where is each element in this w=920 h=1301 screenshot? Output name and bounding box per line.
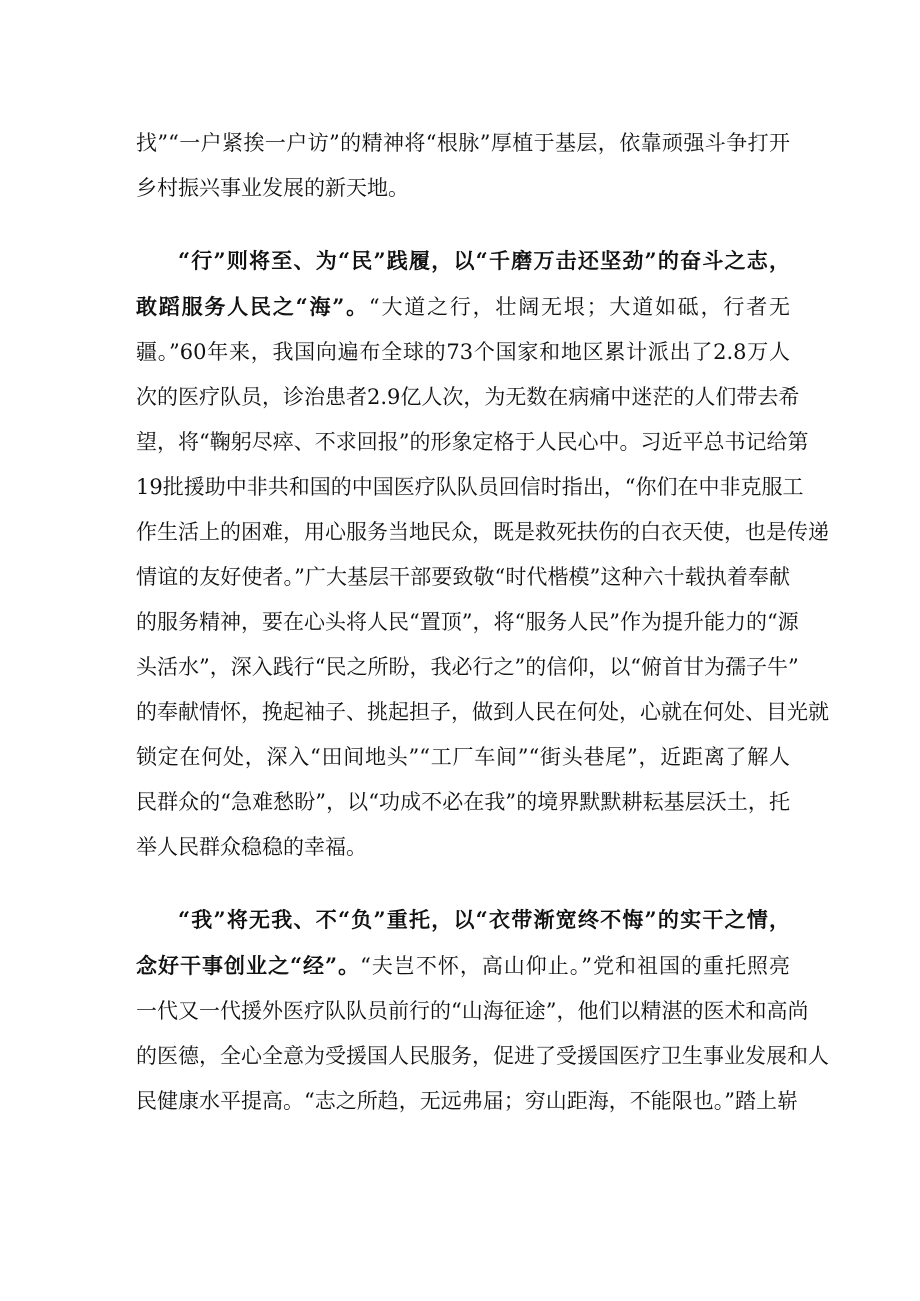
paragraph-2-line-2 — [136, 287, 790, 327]
paragraph-1-line-2: 乡村振兴事业发展的新天地。 — [136, 176, 409, 200]
paragraph-3-line-2-text: “夫岂不怀，高山仰止。”党和祖国的重托照亮 — [360, 954, 790, 978]
paragraph-1-line-1: 找”“一户紧挨一户访”的精神将“根脉”厚植于基层，依靠顽强斗争打开 — [136, 131, 790, 155]
paragraph-3-line-2 — [136, 946, 790, 986]
paragraph-2-line-2-text: “大道之行，壮阔无垠；大道如砥，行者无 — [368, 295, 790, 319]
paragraph-3-line-4: 的医德，全心全意为受援国人民服务，促进了受援国医疗卫生事业发展和人 — [136, 1044, 829, 1068]
paragraph-2-line-13: 民群众的“急难愁盼”，以“功成不必在我”的境界默默耕耘基层沃土，托 — [136, 790, 790, 814]
paragraph-3-heading-line-1: “我”将无我、不“负”重托，以“衣带渐宽终不悔”的实干之情， — [178, 907, 790, 932]
paragraph-2-heading-line-1: “行”则将至、为“民”践履，以“千磨万击还坚劲”的奋斗之志， — [178, 248, 790, 273]
paragraph-2-line-9: 的服务精神，要在心头将人民“置顶”，将“服务人民”作为提升能力的“源 — [136, 610, 799, 634]
paragraph-3-heading-end: 念好干事创业之“经”。 — [136, 953, 361, 978]
paragraph-2-line-3: 疆。”60年来，我国向遍布全球的73个国家和地区累计派出了2.8万人 — [136, 340, 790, 364]
paragraph-2-line-11: 的奉献情怀，挽起袖子、挑起担子，做到人民在何处，心就在何处、目光就 — [136, 700, 829, 724]
paragraph-2-line-10: 头活水”，深入践行“民之所盼，我必行之”的信仰，以“俯首甘为孺子牛” — [136, 655, 799, 679]
paragraph-2-line-6: 19批援助中非共和国的中国医疗队队员回信时指出，“你们在中非克服工 — [136, 475, 804, 499]
paragraph-2-heading-end: 敢蹈服务人民之“海”。 — [136, 294, 369, 319]
paragraph-3-line-3: 一代又一代援外医疗队队员前行的“山海征途”，他们以精湛的医术和高尚 — [136, 999, 809, 1023]
paragraph-2-line-7: 作生活上的困难，用心服务当地民众，既是救死扶伤的白衣天使，也是传递 — [136, 520, 829, 544]
paragraph-2-line-5: 望，将“鞠躬尽瘁、不求回报”的形象定格于人民心中。习近平总书记给第 — [136, 430, 809, 454]
paragraph-2-line-14: 举人民群众稳稳的幸福。 — [136, 835, 367, 859]
paragraph-3-line-5: 民健康水平提高。“志之所趋，无远弗届；穷山距海，不能限也。”踏上崭 — [136, 1089, 798, 1113]
paragraph-2-line-4: 次的医疗队员，诊治患者2.9亿人次，为无数在病痛中迷茫的人们带去希 — [136, 385, 800, 409]
paragraph-2-line-8: 情谊的友好使者。”广大基层干部要致敬“时代楷模”这种六十载执着奉献 — [136, 565, 790, 589]
paragraph-2-line-12: 锁定在何处，深入“田间地头”“工厂车间”“街头巷尾”，近距离了解人 — [136, 745, 790, 769]
